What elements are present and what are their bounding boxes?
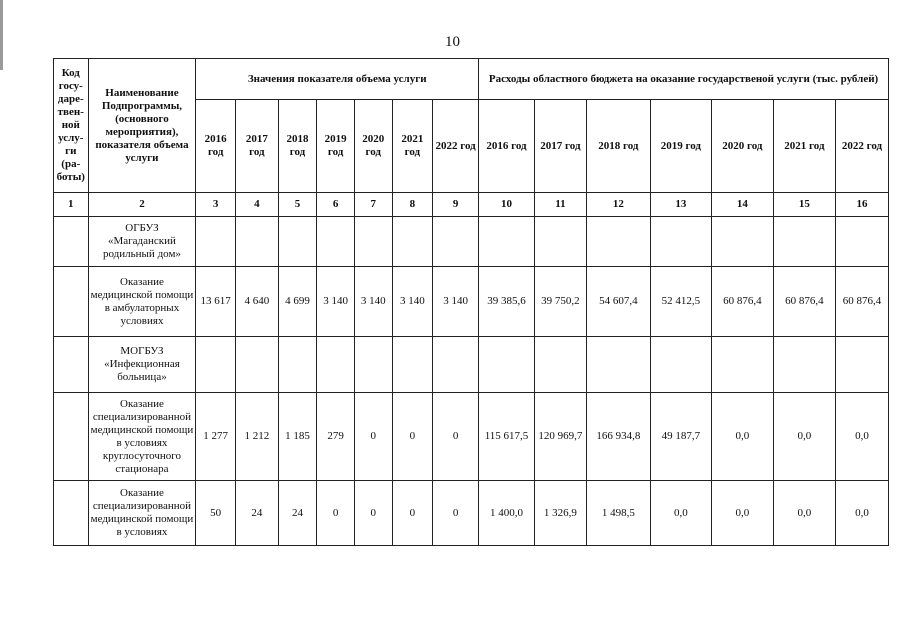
expense-cell	[773, 217, 835, 267]
column-number: 15	[773, 193, 835, 217]
volume-cell	[354, 217, 392, 267]
header-volume-group: Значения показателя объема услуги	[196, 59, 479, 100]
column-number: 11	[534, 193, 586, 217]
volume-cell	[392, 217, 433, 267]
volume-cell	[433, 217, 479, 267]
expense-cell: 0,0	[773, 481, 835, 546]
expense-cell	[711, 217, 773, 267]
volume-cell	[236, 337, 279, 393]
org-row	[54, 337, 889, 393]
expense-cell: 0,0	[650, 481, 711, 546]
volume-cell: 24	[236, 481, 279, 546]
column-number: 4	[236, 193, 279, 217]
expense-cell	[586, 217, 650, 267]
column-number: 3	[196, 193, 236, 217]
expense-cell	[534, 217, 586, 267]
expense-cell: 49 187,7	[650, 393, 711, 481]
cell-code	[54, 267, 89, 337]
column-number: 16	[835, 193, 888, 217]
volume-cell	[278, 337, 317, 393]
column-number: 7	[354, 193, 392, 217]
table-row	[54, 267, 889, 337]
volume-cell: 3 140	[354, 267, 392, 337]
volume-cell: 1 277	[196, 393, 236, 481]
column-number: 8	[392, 193, 433, 217]
volume-cell: 0	[354, 481, 392, 546]
page-number: 10	[445, 34, 460, 50]
expense-cell: 0,0	[773, 393, 835, 481]
column-number: 10	[479, 193, 535, 217]
expense-cell: 0,0	[711, 481, 773, 546]
expense-cell: 52 412,5	[650, 267, 711, 337]
column-number: 2	[88, 193, 196, 217]
header-code: Код госу-даре-твен-ной услу-ги (ра-боты)	[54, 59, 89, 193]
expense-cell: 1 326,9	[534, 481, 586, 546]
header-volume-year: 2018 год	[278, 100, 317, 193]
expense-cell	[479, 337, 535, 393]
service-name: Оказание специализированной медицинской помощи в условиях круглосуточного стационара	[88, 393, 196, 481]
volume-cell	[433, 337, 479, 393]
expense-cell: 1 400,0	[479, 481, 535, 546]
expense-cell	[835, 217, 888, 267]
expense-cell: 115 617,5	[479, 393, 535, 481]
expense-cell: 60 876,4	[835, 267, 888, 337]
expense-cell: 39 750,2	[534, 267, 586, 337]
column-number: 9	[433, 193, 479, 217]
header-expense-year: 2018 год	[586, 100, 650, 193]
column-number: 14	[711, 193, 773, 217]
volume-cell	[196, 217, 236, 267]
volume-cell: 3 140	[433, 267, 479, 337]
expense-cell: 166 934,8	[586, 393, 650, 481]
service-name: Оказание медицинской помощи в амбулаторных условиях	[88, 267, 196, 337]
org-name: ОГБУЗ «Магаданский родильный дом»	[88, 217, 196, 267]
header-volume-year: 2019 год	[317, 100, 355, 193]
expense-cell: 1 498,5	[586, 481, 650, 546]
column-number: 12	[586, 193, 650, 217]
volume-cell	[317, 217, 355, 267]
cell-code	[54, 481, 89, 546]
volume-cell: 1 185	[278, 393, 317, 481]
volume-cell	[317, 337, 355, 393]
expense-cell: 0,0	[835, 481, 888, 546]
volume-cell: 4 699	[278, 267, 317, 337]
volume-cell	[196, 337, 236, 393]
volume-cell: 0	[392, 481, 433, 546]
cell-code	[54, 217, 89, 267]
expense-cell	[650, 337, 711, 393]
volume-cell: 13 617	[196, 267, 236, 337]
volume-cell	[278, 217, 317, 267]
expense-cell: 60 876,4	[773, 267, 835, 337]
service-name: Оказание специализированной медицинской помощи в условиях	[88, 481, 196, 546]
volume-cell: 3 140	[317, 267, 355, 337]
header-volume-year: 2016 год	[196, 100, 236, 193]
volume-cell: 0	[317, 481, 355, 546]
volume-cell: 0	[433, 393, 479, 481]
column-number: 6	[317, 193, 355, 217]
header-name: Наименование Подпрограммы, (основного мероприятия), показателя объема услуги	[88, 59, 196, 193]
column-number: 1	[54, 193, 89, 217]
expense-cell	[773, 337, 835, 393]
volume-cell: 0	[433, 481, 479, 546]
expense-cell	[835, 337, 888, 393]
volume-cell: 1 212	[236, 393, 279, 481]
expense-cell	[479, 217, 535, 267]
table-row	[54, 393, 889, 481]
org-name: МОГБУЗ «Инфекционная больница»	[88, 337, 196, 393]
expense-cell: 120 969,7	[534, 393, 586, 481]
expense-cell	[711, 337, 773, 393]
cell-code	[54, 337, 89, 393]
expense-cell: 39 385,6	[479, 267, 535, 337]
header-volume-year: 2022 год	[433, 100, 479, 193]
header-expense-group: Расходы областного бюджета на оказание государственой услуги (тыс. рублей)	[479, 59, 889, 100]
expense-cell	[534, 337, 586, 393]
expense-cell: 54 607,4	[586, 267, 650, 337]
volume-cell: 24	[278, 481, 317, 546]
volume-cell	[236, 217, 279, 267]
expense-cell	[586, 337, 650, 393]
volume-cell: 50	[196, 481, 236, 546]
org-row	[54, 217, 889, 267]
budget-table	[53, 58, 889, 546]
volume-cell: 0	[354, 393, 392, 481]
volume-cell: 3 140	[392, 267, 433, 337]
header-expense-year: 2022 год	[835, 100, 888, 193]
header-volume-year: 2021 год	[392, 100, 433, 193]
header-expense-year: 2019 год	[650, 100, 711, 193]
header-volume-year: 2020 год	[354, 100, 392, 193]
header-expense-year: 2016 год	[479, 100, 535, 193]
header-expense-year: 2017 год	[534, 100, 586, 193]
expense-cell: 60 876,4	[711, 267, 773, 337]
column-number: 13	[650, 193, 711, 217]
header-expense-year: 2020 год	[711, 100, 773, 193]
volume-cell	[354, 337, 392, 393]
volume-cell: 0	[392, 393, 433, 481]
volume-cell	[392, 337, 433, 393]
volume-cell: 279	[317, 393, 355, 481]
cell-code	[54, 393, 89, 481]
header-expense-year: 2021 год	[773, 100, 835, 193]
expense-cell: 0,0	[711, 393, 773, 481]
table-row	[54, 481, 889, 546]
volume-cell: 4 640	[236, 267, 279, 337]
header-volume-year: 2017 год	[236, 100, 279, 193]
column-number: 5	[278, 193, 317, 217]
expense-cell	[650, 217, 711, 267]
expense-cell: 0,0	[835, 393, 888, 481]
